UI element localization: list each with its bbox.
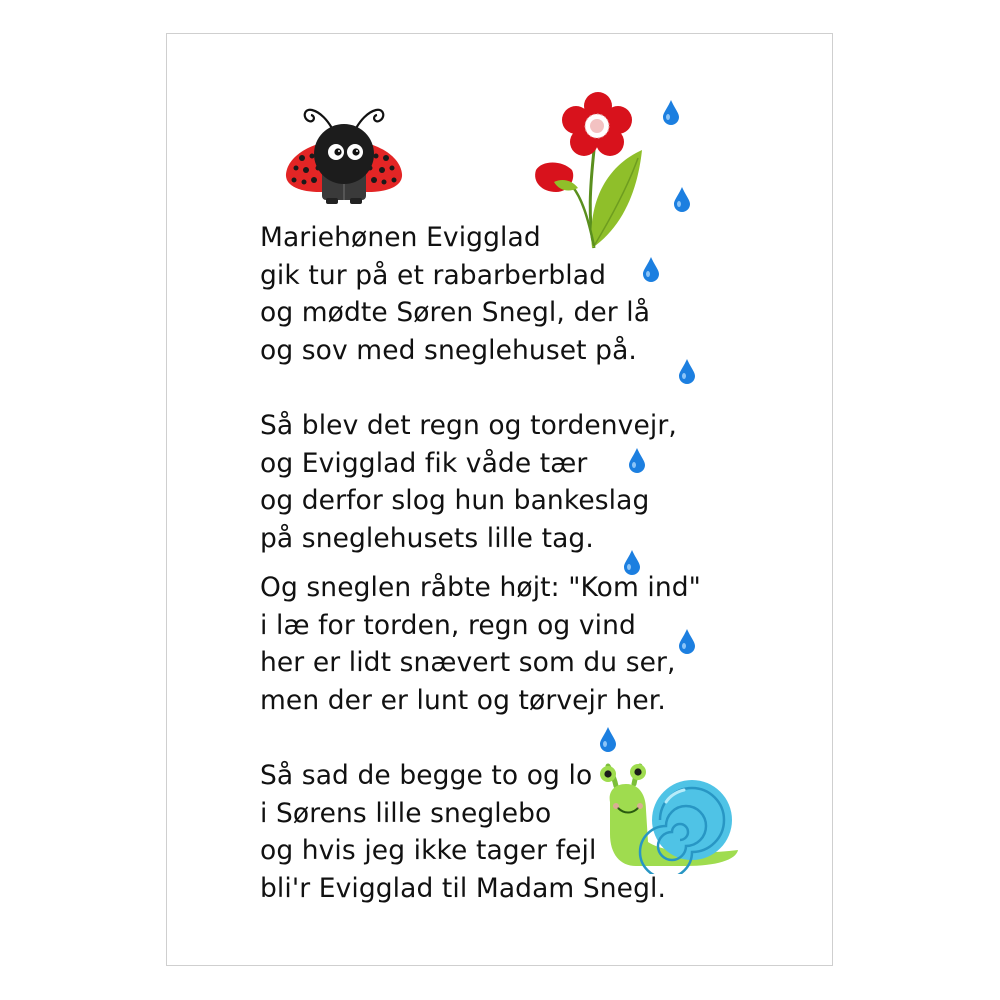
poem-line: Og sneglen råbte højt: "Kom ind" — [260, 572, 701, 603]
raindrop-icon — [672, 186, 692, 212]
poem-line: og mødte Søren Snegl, der lå — [260, 297, 651, 328]
poem-line: og Evigglad fik våde tær — [260, 447, 588, 479]
poem-line: i læ for torden, regn og vind — [260, 609, 636, 641]
raindrop-icon — [661, 99, 681, 125]
poem-line: og derfor slog hun bankeslag — [260, 485, 650, 516]
poem-line: Så blev det regn og tordenvejr, — [260, 410, 677, 441]
poem-stanza — [260, 757, 700, 907]
poem-line: Så sad de begge to og lo — [260, 760, 593, 791]
poem-stanza — [260, 407, 700, 557]
poem-line: her er lidt snævert som du ser, — [260, 647, 676, 678]
poem-line: gik tur på et rabarberblad — [260, 259, 607, 291]
poem-line: Mariehønen Evigglad — [260, 222, 541, 253]
poem-stanza — [260, 219, 700, 369]
poem-text — [260, 219, 700, 907]
poem-line: bli'r Evigglad til Madam Snegl. — [260, 872, 666, 904]
poem-stanza — [260, 569, 700, 719]
poem-line: og sov med sneglehuset på. — [260, 334, 637, 366]
poem-line: på sneglehusets lille tag. — [260, 522, 594, 554]
ladybug-illustration — [276, 96, 412, 208]
poem-line: men der er lunt og tørvejr her. — [260, 684, 666, 716]
poem-line: og hvis jeg ikke tager fejl — [260, 835, 597, 866]
poem-line: i Sørens lille sneglebo — [260, 797, 552, 829]
